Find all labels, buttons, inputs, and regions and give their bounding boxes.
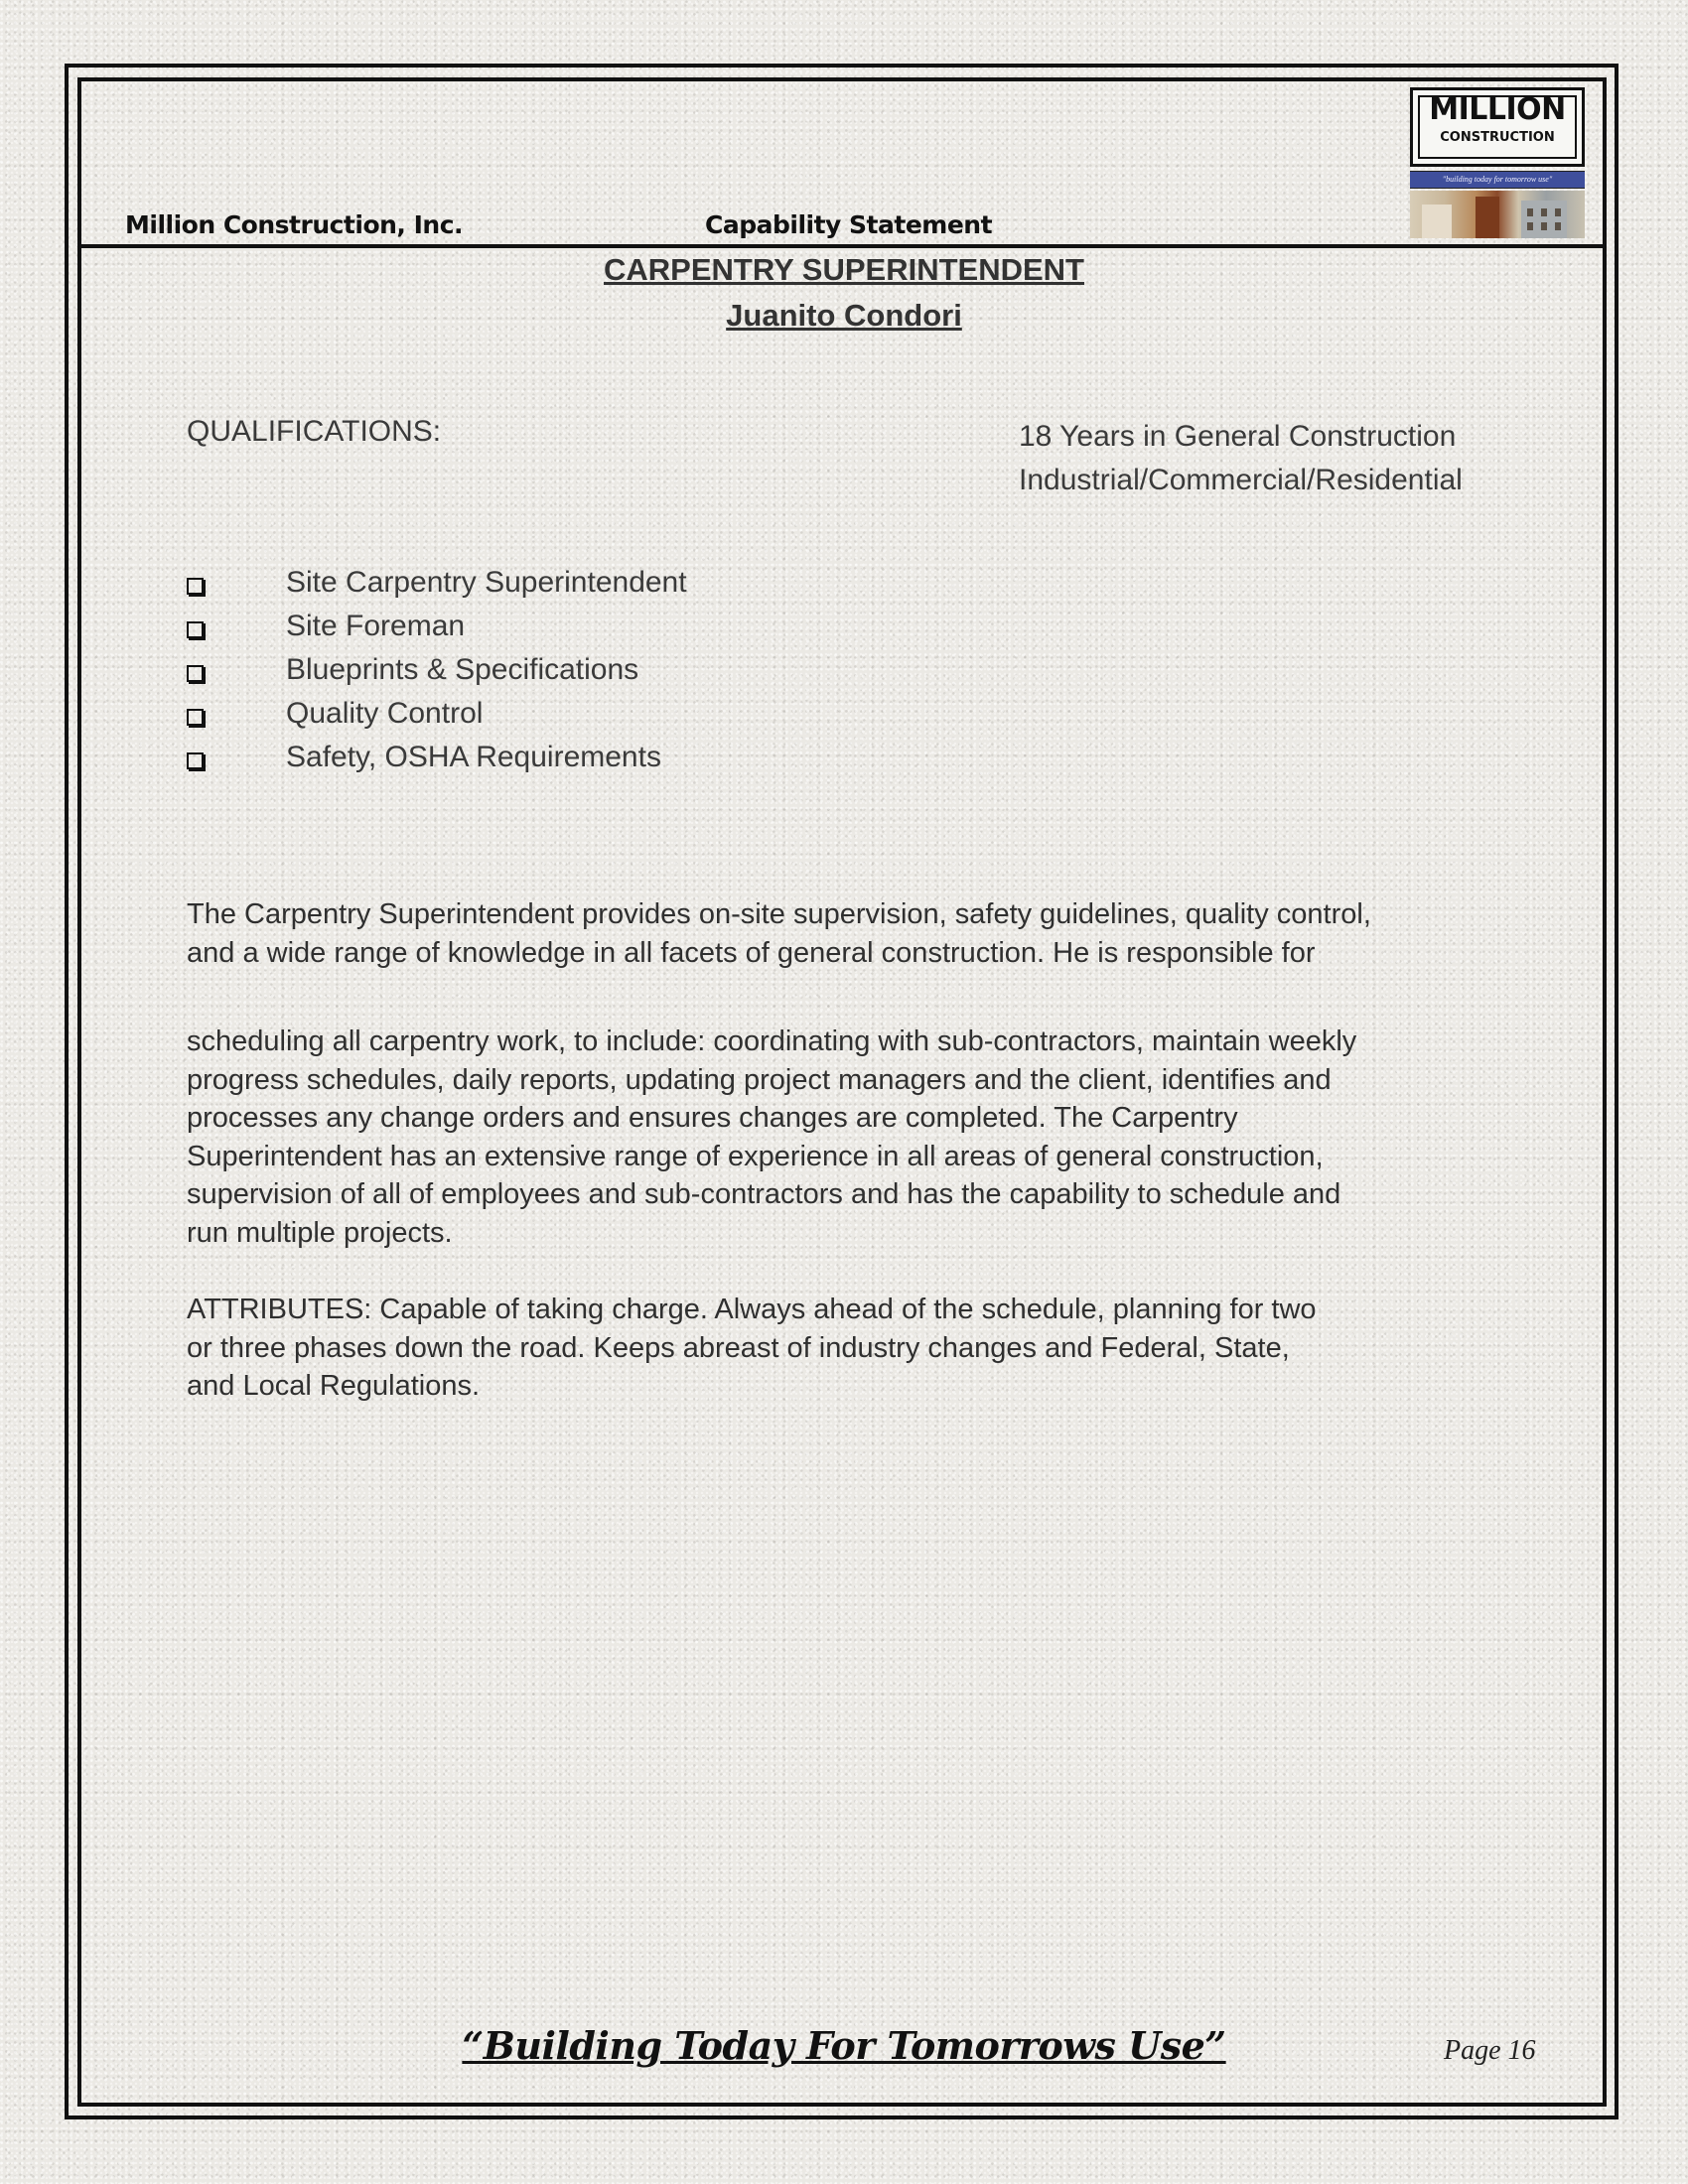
- logo-tagline-banner: [1410, 171, 1585, 189]
- position-title: CARPENTRY SUPERINTENDENT: [604, 252, 1084, 287]
- checkbox-bullet-icon: [187, 578, 204, 595]
- checkbox-bullet-icon: [187, 709, 204, 726]
- description-paragraph-intro: The Carpentry Superintendent provides on-site supervision, safety guidelines, quality control, and a wide range of knowledge in all facets of general construction. He is responsible for: [187, 898, 1371, 969]
- logo-name-big: MILLION: [1429, 92, 1566, 127]
- construction-sectors: Industrial/Commercial/Residential: [1019, 464, 1463, 496]
- logo-name-small: CONSTRUCTION: [1440, 130, 1555, 145]
- checkbox-bullet-icon: [187, 621, 204, 638]
- attributes-paragraph: ATTRIBUTES: Capable of taking charge. Always ahead of the schedule, planning for two or three phases down the road. Keeps abreast of industry changes and Federal, State, and Local Regulations.: [187, 1294, 1317, 1402]
- footer-slogan: “Building Today For Tomorrows Use”: [462, 2023, 1226, 2068]
- header-company: Million Construction, Inc.: [125, 210, 464, 239]
- experience-years: 18 Years in General Construction: [1019, 420, 1457, 453]
- header-doc-type: Capability Statement: [705, 210, 993, 239]
- logo-plate: [1410, 87, 1585, 167]
- qualifications-label: QUALIFICATIONS:: [187, 415, 442, 448]
- company-logo: [1408, 85, 1591, 238]
- person-name: Juanito Condori: [726, 298, 962, 333]
- qualifications-summary: [1019, 415, 1463, 502]
- logo-building-photo: [1410, 191, 1585, 238]
- header-rule: [81, 244, 1607, 248]
- checkbox-bullet-icon: [187, 665, 204, 682]
- description-paragraph-duties: scheduling all carpentry work, to include: coordinating with sub-contractors, maintain weekly progress schedules, daily reports, updating project managers and the client, identifies and processes any change orders and ensures changes are completed. The Carpentry Superintendent has an extensive range of experience in all areas of general construction, supervision of all of employees and sub-contractors and has the capability to schedule and run multiple projects.: [187, 1025, 1357, 1249]
- logo-tagline: "building today for tomorrow use": [1442, 175, 1553, 184]
- checkbox-bullet-icon: [187, 752, 204, 769]
- page-number: Page 16: [1444, 2035, 1536, 2066]
